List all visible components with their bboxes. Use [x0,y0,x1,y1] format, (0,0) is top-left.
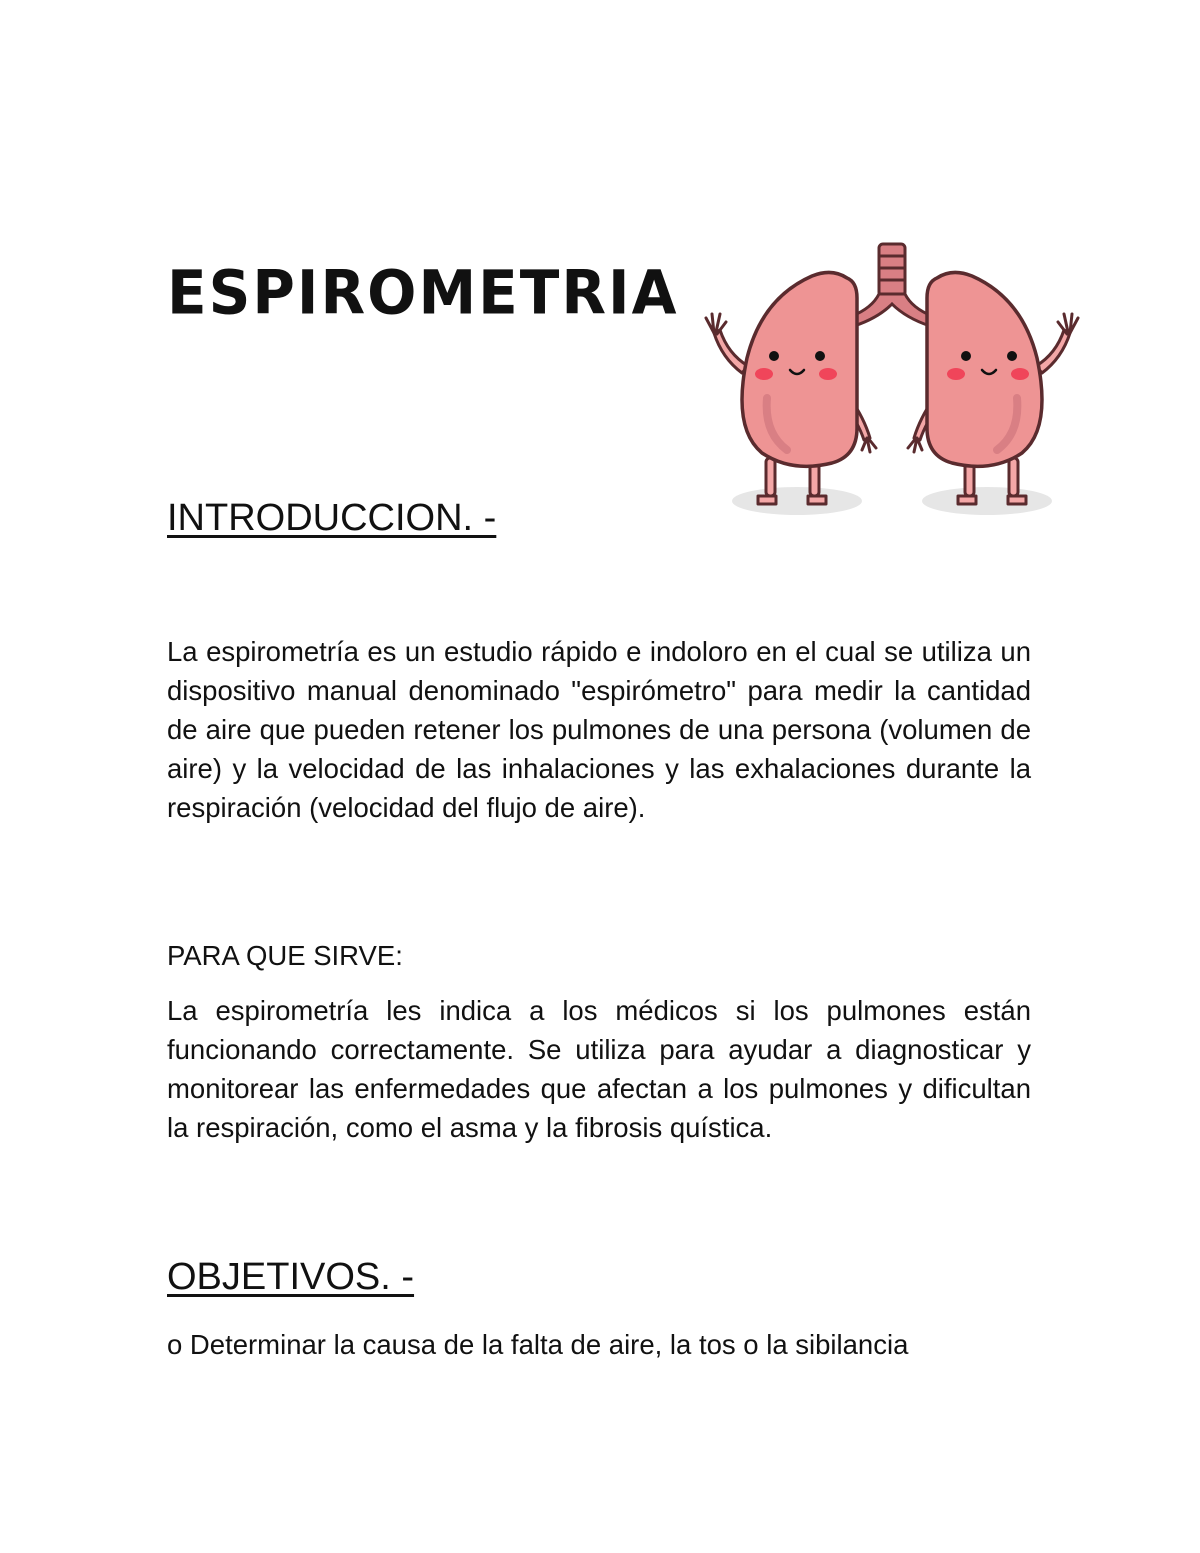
introduction-paragraph: La espirometría es un estudio rápido e indoloro en el cual se utiliza un dispositivo manual denominado "espirómetro" para medir la cantidad de aire que pueden retener los pulmones de una persona (volumen de aire) y la velocidad de las inhalaciones y las exhalaciones durante la respiración (velocidad del flujo de aire). [167,636,1031,823]
introduction-heading: INTRODUCCION. - [167,497,497,539]
lungs-cartoon-icon [692,238,1092,523]
document-title: ESPIROMETRIA [167,256,679,329]
left-shadow [732,487,862,515]
objectives-heading: OBJETIVOS. - [167,1256,415,1298]
purpose-paragraph: La espirometría les indica a los médicos si los pulmones están funcionando correctamente. Se utiliza para ayudar a diagnosticar y monitorear las enfermedades que afectan a los pulmones y dificultan la respiración, como el asma y la fibrosis quística. [167,995,1031,1143]
right-shadow [922,487,1052,515]
trachea [852,244,932,326]
objective-item: o Determinar la causa de la falta de aire, la tos o la sibilancia [167,1329,909,1360]
purpose-label: PARA QUE SIRVE: [167,940,403,971]
